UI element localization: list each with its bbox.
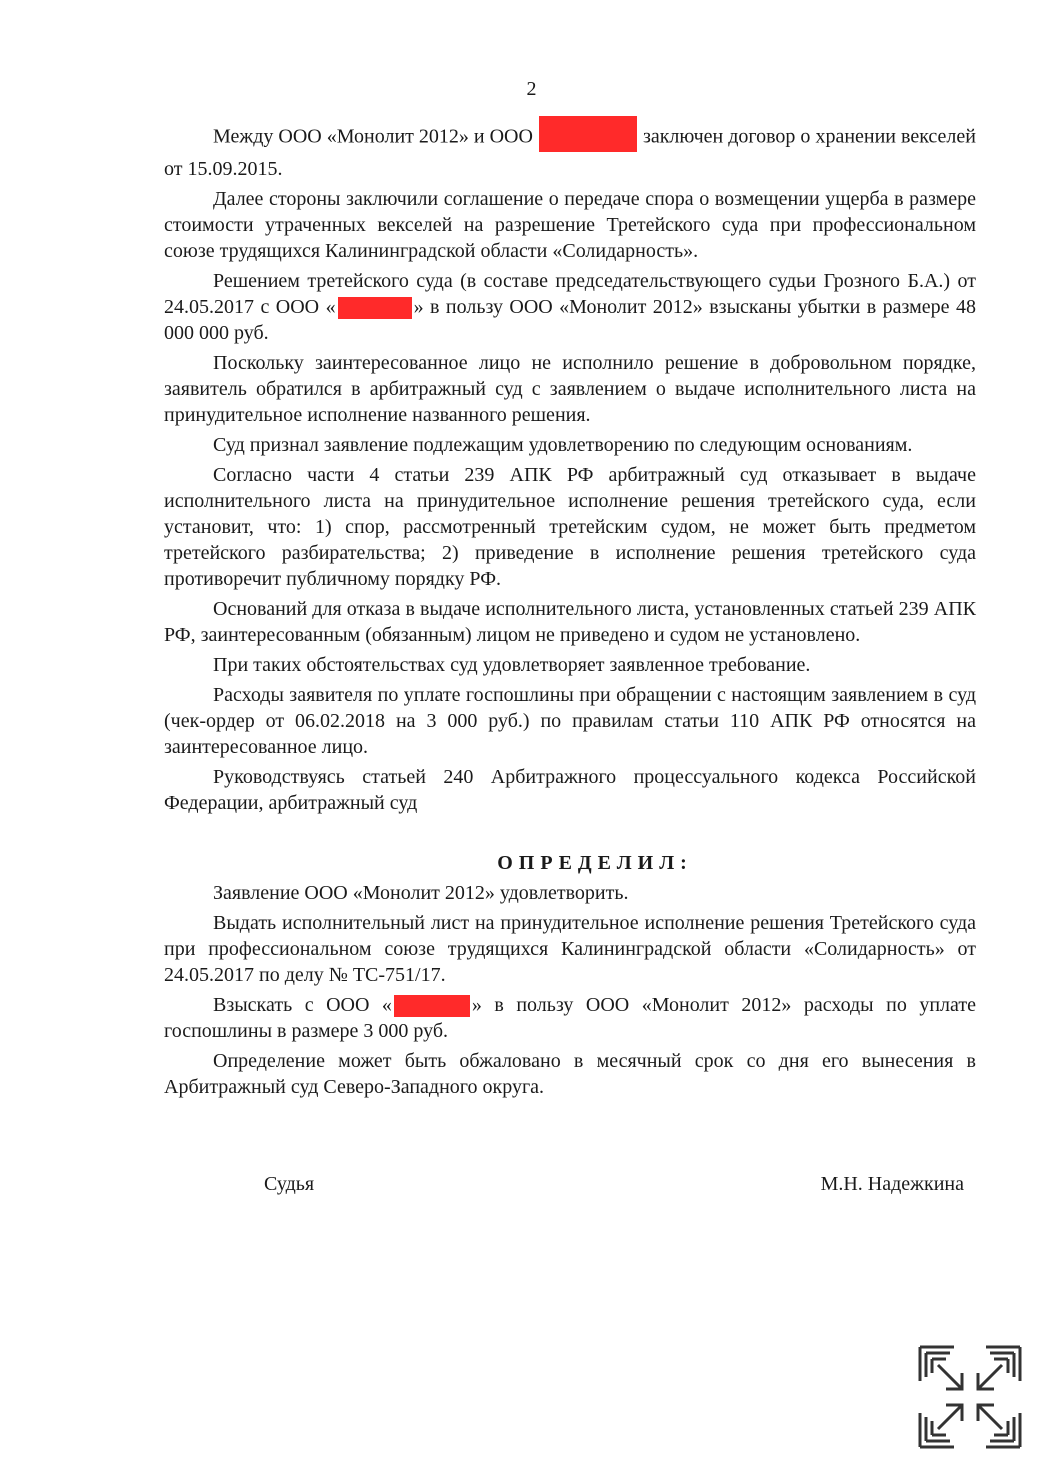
judge-title: Судья bbox=[264, 1173, 315, 1195]
paragraph-text: » в пользу ООО «Монолит 2012» взысканы убытки в размере 48 000 000 руб. bbox=[164, 296, 976, 344]
paragraph-text: » в пользу ООО «Монолит 2012» расходы по уплате госпошлины в размере 3 000 руб. bbox=[164, 994, 976, 1042]
expand-arrows-logo-icon bbox=[916, 1343, 1024, 1451]
page-number: 2 bbox=[526, 78, 537, 100]
redaction-block bbox=[539, 116, 637, 152]
paragraph-circumstances: При таких обстоятельствах суд удовлетворяет заявленное требование. bbox=[213, 654, 811, 676]
decision-recover bbox=[164, 992, 976, 1044]
document-body bbox=[164, 120, 976, 1104]
paragraph-expenses: Расходы заявителя по уплате госпошлины при обращении с настоящим заявлением в суд (чек-ордер от 06.02.2018 на 3 000 руб.) по правилам статьи 110 АПК РФ относятся на заинтересованное лицо. bbox=[164, 684, 976, 758]
paragraph-article-239: Согласно части 4 статьи 239 АПК РФ арбитражный суд отказывает в выдаче исполнительного листа на принудительное исполнение решения третейского суда, если установит, что: 1) спор, рассмотренный третейским судом, не может быть предметом третейского разбирательства; 2) приведение в исполнение решения третейского суда противоречит публичному порядку РФ. bbox=[164, 464, 976, 590]
paragraph-contract bbox=[164, 120, 976, 182]
redaction-block bbox=[394, 995, 470, 1017]
decision-issue-writ: Выдать исполнительный лист на принудительное исполнение решения Третейского суда при профессиональном союзе трудящихся Калининградской области «Солидарность» от 24.05.2017 по делу № ТС-751/17. bbox=[164, 912, 976, 986]
paragraph-guided-by: Руководствуясь статьей 240 Арбитражного процессуального кодекса Российской Федерации, арбитражный суд bbox=[164, 766, 976, 814]
paragraph-text: Взыскать с ООО « bbox=[213, 994, 392, 1016]
judge-name: М.Н. Надежкина bbox=[820, 1173, 964, 1195]
paragraph-agreement: Далее стороны заключили соглашение о передаче спора о возмещении ущерба в размере стоимости утраченных векселей на разрешение Третейского суда при профессиональном союзе трудящихся Калининградской области «Солидарность». bbox=[164, 188, 976, 262]
paragraph-text: заключен договор о хранении векселей от 15.09.2015. bbox=[164, 125, 976, 180]
paragraph-decision bbox=[164, 268, 976, 346]
paragraph-text: Решением третейского суда (в составе председательствующего судьи Грозного Б.А.) от 24.05.2017 с ООО « bbox=[164, 270, 976, 318]
decision-satisfy: Заявление ООО «Монолит 2012» удовлетворить. bbox=[213, 882, 629, 904]
redaction-block bbox=[338, 297, 412, 319]
paragraph-text: Между ООО «Монолит 2012» и ООО bbox=[213, 125, 533, 148]
decision-appeal-term: Определение может быть обжаловано в месячный срок со дня его вынесения в Арбитражный суд Северо-Западного округа. bbox=[164, 1050, 976, 1098]
paragraph-no-grounds: Оснований для отказа в выдаче исполнительного листа, установленных статьей 239 АПК РФ, заинтересованным (обязанным) лицом не приведено и судом не установлено. bbox=[164, 598, 976, 646]
paragraph-court-finding: Суд признал заявление подлежащим удовлетворению по следующим основаниям. bbox=[213, 434, 913, 456]
ruling-heading: ОПРЕДЕЛИЛ: bbox=[497, 852, 693, 874]
paragraph-appeal: Поскольку заинтересованное лицо не исполнило решение в добровольном порядке, заявитель обратился в арбитражный суд с заявлением о выдаче исполнительного листа на принудительное исполнение названного решения. bbox=[164, 352, 976, 426]
